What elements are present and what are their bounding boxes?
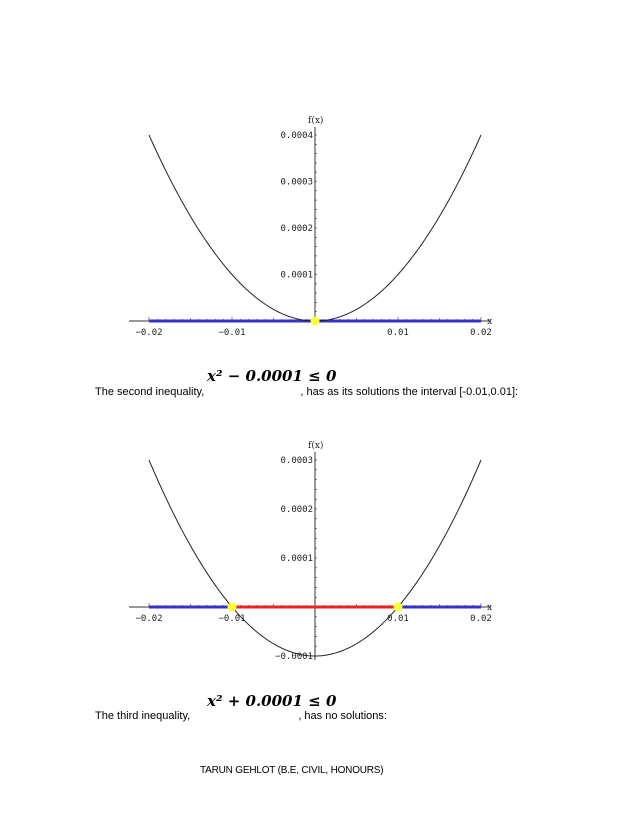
- footer-author: TARUN GEHLOT (B.E, CIVIL, HONOURS): [200, 765, 384, 776]
- y-tick-label: −0.0001: [275, 652, 313, 662]
- root-point-1: [394, 603, 403, 612]
- paragraph-third: [95, 710, 387, 722]
- para3-after: , has no solutions:: [298, 710, 387, 722]
- y-tick-label: 0.0003: [280, 177, 313, 188]
- x-axis-label: x: [487, 603, 493, 613]
- x-tick-label: 0.01: [387, 328, 409, 338]
- y-tick-label: 0.0002: [280, 505, 313, 515]
- y-tick-label: 0.0001: [280, 270, 313, 281]
- y-tick-label: 0.0003: [280, 456, 313, 466]
- y-axis-label: f(x): [308, 441, 324, 451]
- x-tick-label: −0.02: [135, 328, 163, 338]
- x-axis-label: x: [487, 317, 493, 327]
- inequality-third-math: x² + 0.0001 ≤ 0: [207, 692, 337, 710]
- inequality-second-math: x² − 0.0001 ≤ 0: [207, 367, 337, 385]
- x-tick-label: 0.02: [470, 328, 492, 338]
- x-tick-label: −0.02: [135, 614, 163, 624]
- x-tick-label: −0.01: [218, 328, 246, 338]
- y-tick-label: 0.0001: [280, 554, 313, 564]
- y-axis-label: f(x): [308, 116, 324, 126]
- chart-x-squared-minus-svg: [0, 430, 638, 670]
- paragraph-second: [95, 386, 518, 398]
- x-tick-label: −0.01: [218, 614, 246, 624]
- root-point-0: [311, 317, 320, 326]
- chart-x-squared: [0, 105, 638, 350]
- chart-x-squared-minus: [0, 430, 638, 670]
- y-tick-label: 0.0002: [280, 224, 313, 234]
- x-tick-label: 0.01: [387, 614, 409, 624]
- root-point-0: [228, 603, 237, 612]
- para2-before: The second inequality,: [95, 386, 205, 398]
- x-tick-label: 0.02: [470, 614, 492, 624]
- y-tick-label: 0.0004: [280, 131, 313, 141]
- chart-x-squared-svg: [0, 105, 638, 350]
- para3-before: The third inequality,: [95, 710, 191, 722]
- para2-after: , has as its solutions the interval [-0.01,0.01]:: [300, 386, 519, 398]
